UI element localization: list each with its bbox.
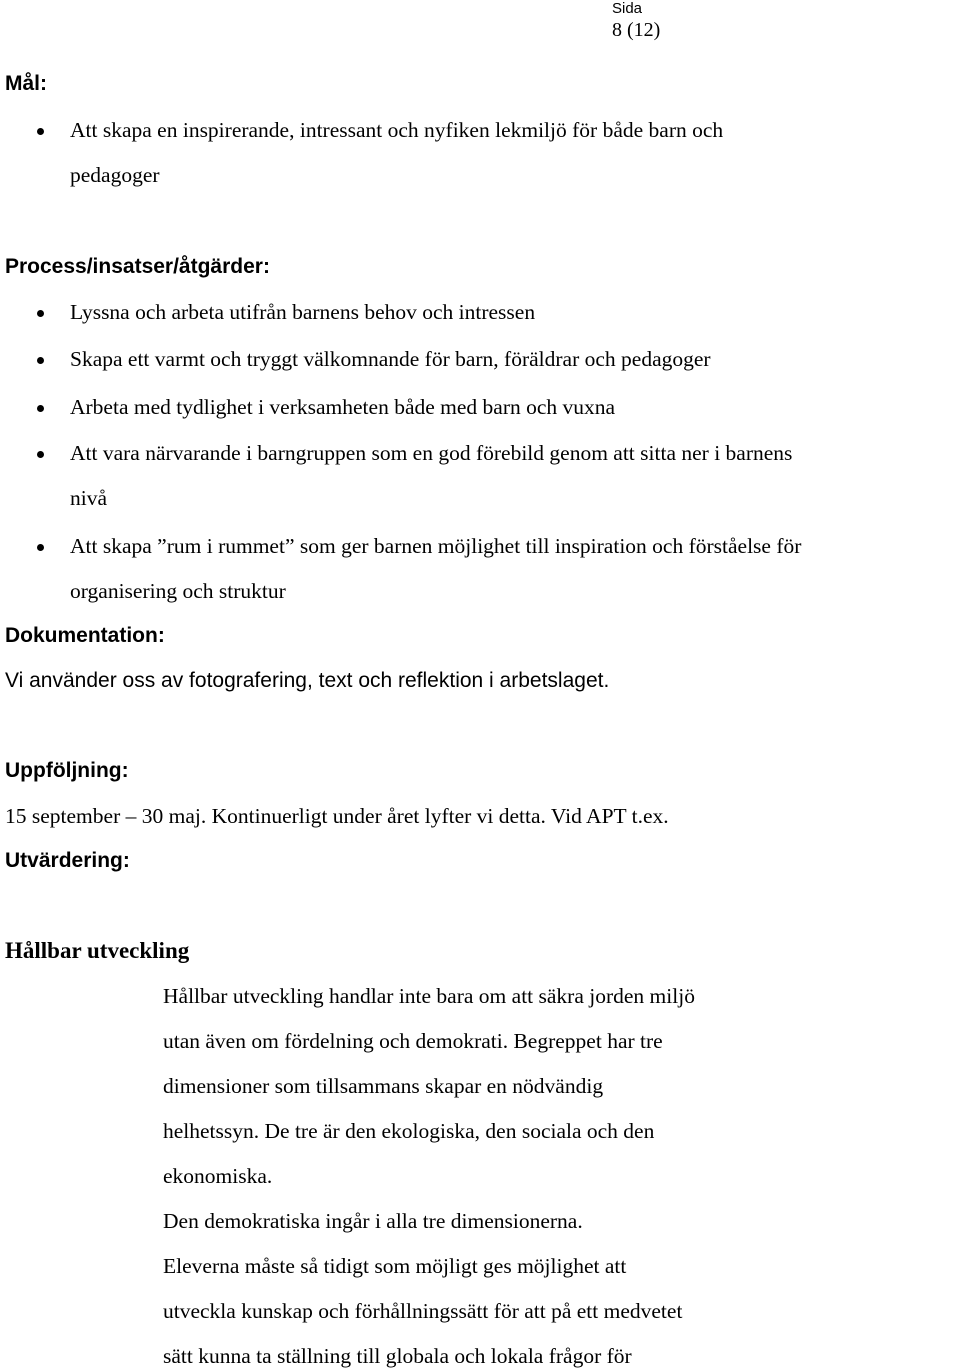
hallbar-line-6: Den demokratiska ingår i alla tre dimensionerna. (163, 1209, 583, 1233)
dokumentation-heading: Dokumentation: (5, 624, 165, 647)
process-item-5-line-1: Att skapa ”rum i rummet” som ger barnen möjlighet till inspiration och förståelse för (70, 534, 802, 558)
dokumentation-text: Vi använder oss av fotografering, text och reflektion i arbetslaget. (5, 669, 610, 692)
process-item-3: Arbeta med tydlighet i verksamheten både med barn och vuxna (70, 395, 616, 419)
hallbar-heading: Hållbar utveckling (5, 938, 190, 963)
bullet-icon (37, 310, 44, 317)
hallbar-line-7: Eleverna måste så tidigt som möjligt ges möjlighet att (163, 1254, 627, 1278)
bullet-icon (37, 451, 44, 458)
mal-heading: Mål: (5, 72, 47, 95)
mal-item-1-line-2: pedagoger (70, 163, 160, 187)
hallbar-line-3: dimensioner som tillsammans skapar en nödvändig (163, 1074, 604, 1098)
process-item-4-line-2: nivå (70, 486, 108, 510)
uppfoljning-heading: Uppföljning: (5, 759, 129, 782)
page-number: 8 (12) (612, 19, 661, 41)
hallbar-line-2: utan även om fördelning och demokrati. Begreppet har tre (163, 1029, 663, 1053)
mal-item-1-line-1: Att skapa en inspirerande, intressant och nyfiken lekmiljö för både barn och (70, 118, 724, 142)
process-item-2: Skapa ett varmt och tryggt välkomnande för barn, föräldrar och pedagoger (70, 347, 711, 371)
hallbar-line-9: sätt kunna ta ställning till globala och lokala frågor för (163, 1344, 632, 1368)
hallbar-line-1: Hållbar utveckling handlar inte bara om att säkra jorden miljö (163, 984, 695, 1008)
hallbar-line-4: helhetssyn. De tre är den ekologiska, den sociala och den (163, 1119, 655, 1143)
process-heading: Process/insatser/åtgärder: (5, 255, 270, 278)
bullet-icon (37, 544, 44, 551)
hallbar-line-8: utveckla kunskap och förhållningssätt för att på ett medvetet (163, 1299, 683, 1323)
process-item-1: Lyssna och arbeta utifrån barnens behov och intressen (70, 300, 536, 324)
uppfoljning-text: 15 september – 30 maj. Kontinuerligt under året lyfter vi detta. Vid APT t.ex. (5, 804, 669, 828)
process-item-5-line-2: organisering och struktur (70, 579, 286, 603)
bullet-icon (37, 357, 44, 364)
bullet-icon (37, 405, 44, 412)
page-label: Sida (612, 0, 643, 17)
process-item-4-line-1: Att vara närvarande i barngruppen som en god förebild genom att sitta ner i barnens (70, 441, 793, 465)
utvardering-heading: Utvärdering: (5, 849, 130, 872)
bullet-icon (37, 128, 44, 135)
hallbar-line-5: ekonomiska. (163, 1164, 273, 1188)
